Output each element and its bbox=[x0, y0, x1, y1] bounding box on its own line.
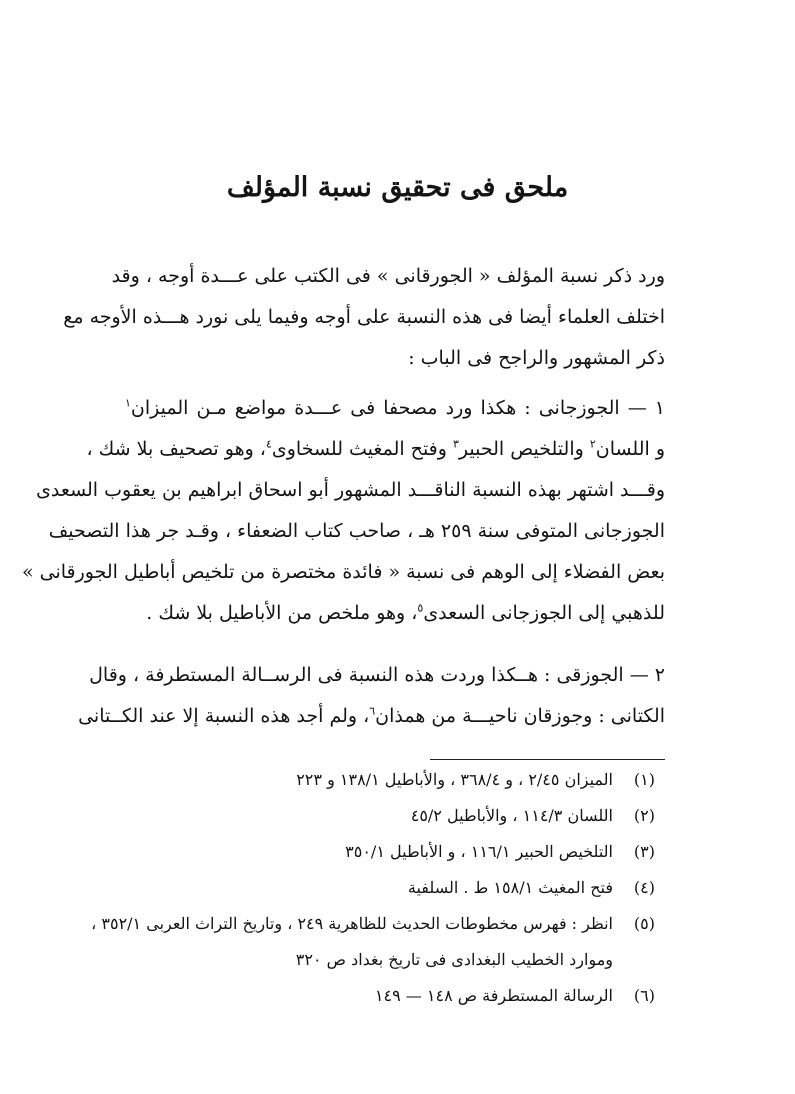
footnote-item bbox=[95, 762, 655, 798]
line-text: والتلخيص الحبير bbox=[458, 438, 590, 460]
paragraph-line: ٢ — الجوزقى : هــكذا وردت هذه النسبة فى الرســالة المستطرفة ، وقال bbox=[89, 664, 665, 686]
footnote-number: (٣) bbox=[633, 842, 655, 861]
footnote-number: (٢) bbox=[633, 806, 655, 825]
footnote-ref[interactable]: ٣ bbox=[452, 437, 459, 451]
paragraph-line: ورد ذكر نسبة المؤلف « الجورقانى » فى الكتب على عـــدة أوجه ، وقد bbox=[111, 265, 665, 287]
paragraph-line bbox=[86, 429, 665, 470]
footnote-text: اللسان ١١٤/٣ ، والأباطيل ٤٥/٢ bbox=[410, 806, 613, 825]
section-2-paragraph bbox=[78, 655, 665, 737]
footnote-text: التلخيص الحبير ١١٦/١ ، و الأباطيل ٣٥٠/١ bbox=[345, 842, 613, 861]
footnote-item bbox=[95, 870, 655, 906]
footnote-number: (٦) bbox=[633, 986, 655, 1005]
paragraph-line bbox=[125, 593, 665, 634]
footnote-ref[interactable]: ٥ bbox=[417, 601, 424, 615]
line-text: ١ — الجوزجانى : هكذا ورد مصحفا فى عـــدة مواضع مـن الميزان bbox=[130, 397, 665, 419]
footnote-number: (٤) bbox=[633, 878, 655, 897]
paragraph-line bbox=[78, 696, 665, 737]
line-text: و اللسان bbox=[595, 438, 665, 460]
footnotes-list bbox=[91, 762, 655, 1014]
footnote-ref[interactable]: ٦ bbox=[369, 704, 376, 718]
paragraph-line bbox=[125, 388, 665, 429]
footnote-item bbox=[95, 798, 655, 834]
line-text: ، وهو ملخص من الأباطيل بلا شك . bbox=[146, 602, 418, 624]
line-text: ، ولم أجد هذه النسبة إلا عند الكــتانى bbox=[78, 705, 370, 727]
line-text: وفتح المغيث للسخاوى bbox=[271, 438, 453, 460]
line-text: للذهبي إلى الجوزجانى السعدى bbox=[423, 602, 665, 624]
footnote-text: الرسالة المستطرفة ص ١٤٨ — ١٤٩ bbox=[374, 986, 613, 1005]
footnote-item bbox=[91, 906, 655, 978]
footnote-divider bbox=[430, 759, 665, 760]
footnote-number: (٥) bbox=[633, 914, 655, 933]
paragraph-line: بعض الفضلاء إلى الوهم فى نسبة « فائدة مختصرة من تلخيص أباطيل الجورقانى » bbox=[21, 561, 665, 583]
footnote-item bbox=[95, 834, 655, 870]
line-text: الكتانى : وجوزقان ناحيـــة من همذان bbox=[375, 705, 665, 727]
paragraph-line: وقـــد اشتهر بهذه النسبة الناقـــد المشهور أبو اسحاق ابراهيم بن يعقوب السعدى bbox=[36, 479, 665, 501]
section-1-paragraph bbox=[21, 388, 665, 634]
footnote-ref[interactable]: ١ bbox=[125, 396, 131, 410]
footnote-number: (١) bbox=[633, 770, 655, 789]
paragraph-line: اختلف العلماء أيضا فى هذه النسبة على أوجه وفيما يلى نورد هـــذه الأوجه مع bbox=[63, 306, 665, 328]
footnote-text-continuation: وموارد الخطيب البغدادى فى تاريخ بغداد ص ٣٢٠ bbox=[295, 950, 613, 969]
footnote-ref[interactable]: ٤ bbox=[265, 437, 272, 451]
paragraph-line: ذكر المشهور والراجح فى الباب : bbox=[408, 347, 665, 369]
paragraph-line: الجوزجانى المتوفى سنة ٢٥٩ هـ ، صاحب كتاب الضعفاء ، وقـد جر هذا التصحيف bbox=[48, 520, 665, 542]
footnote-text: الميزان ٢/٤٥ ، و ٣٦٨/٤ ، والأباطيل ١٣٨/١ و ٢٢٣ bbox=[296, 770, 613, 789]
intro-paragraph bbox=[63, 256, 665, 379]
footnote-text: فتح المغيث ١٥٨/١ ط . السلفية bbox=[407, 878, 613, 897]
footnote-ref[interactable]: ٢ bbox=[589, 437, 596, 451]
page-title: ملحق فى تحقيق نسبة المؤلف bbox=[226, 172, 569, 203]
line-text: ، وهو تصحيف بلا شك ، bbox=[86, 438, 266, 460]
footnote-text-line: انظر : فهرس مخطوطات الحديث للظاهرية ٢٤٩ ، وتاريخ التراث العربى ٣٥٢/١ ، bbox=[91, 914, 613, 933]
footnote-item bbox=[95, 978, 655, 1014]
footnote-text bbox=[91, 906, 613, 978]
